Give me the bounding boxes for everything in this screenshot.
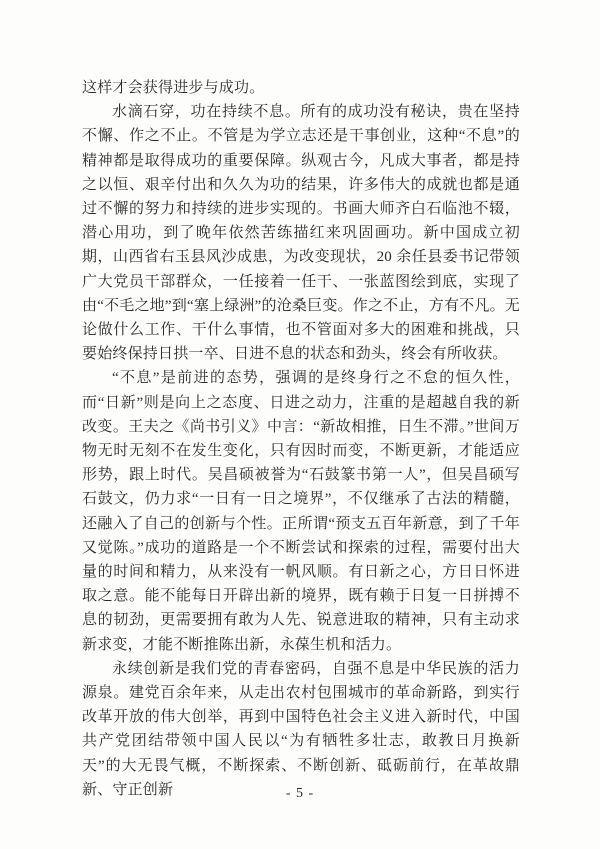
paragraph-buxi-rixin: “不息”是前进的态势，强调的是终身行之不怠的恒久性，而“日新”则是向上之态度、日进之动力，注重的是超越自我的新改变。王夫之《尚书引义》中言：“新故相推，日生不滞。”世间万物无时无刻不在发生变化，只有因时而变，不断更新，才能适应形势，跟上时代。吴昌硕被誉为“石鼓篆书第一人”，但吴昌硕写石鼓文，仍力求“一日有一日之境界”，不仅继承了古法的精髓，还融入了自己的创新与个性。正所谓“预支五百年新意，到了千年又觉陈。”成功的道路是一个不断尝试和探索的过程，需要付出大量的时间和精力，从来没有一帆风顺。有日新之心，方日日怀进取之意。能不能每日开辟出新的境界，既有赖于日复一日拼搏不息的韧劲，更需要拥有敢为人先、锐意进取的精神，只有主动求新求变，才能不断推陈出新，永葆生机和活力。 bbox=[82, 370, 520, 653]
page-footer bbox=[0, 786, 600, 802]
page-number: - 5 - bbox=[285, 786, 315, 801]
paragraph-yongxu-chuangxin: 永续创新是我们党的青春密码，自强不息是中华民族的活力源泉。建党百余年来，从走出农村包围城市的革命新路，到实行改革开放的伟大创举，再到中国特色社会主义进入新时代，中国共产党团结带领中国人民以“为有牺牲多壮志，敢教日月换新天”的大无畏气概，不断探索、不断创新、砥砺前行，在革故鼎新、守正创新 bbox=[82, 660, 520, 798]
document-body bbox=[82, 76, 520, 802]
paragraph-continuation: 这样才会获得进步与成功。 bbox=[82, 80, 265, 96]
paragraph-shuidi-shichuan: 水滴石穿，功在持续不息。所有的成功没有秘诀，贵在坚持不懈、作之不止。不管是为学立志还是干事创业，这种“不息”的精神都是取得成功的重要保障。纵观古今，凡成大事者，都是持之以恒、艰辛付出和久久为功的结果，许多伟大的成就也都是通过不懈的努力和持续的进步实现的。书画大师齐白石临池不辍，潜心用功，到了晚年依然苦练描红来巩固画功。新中国成立初期，山西省右玉县风沙成患，为改变现状，20 余任县委书记带领广大党员干部群众，一任接着一任干、一张蓝图绘到底，实现了由“不毛之地”到“塞上绿洲”的沧桑巨变。作之不止，方有不凡。无论做什么工作、干什么事情，也不管面对多大的困难和挑战，只要始终保持日拱一卒、日进不息的状态和劲头，终会有所收获。 bbox=[82, 104, 520, 363]
